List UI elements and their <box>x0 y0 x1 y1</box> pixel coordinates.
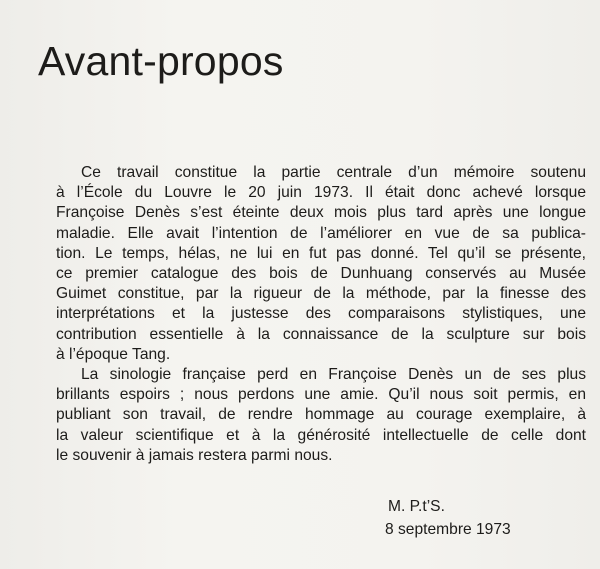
text-line: interprétations et la justesse des comparaisons stylistiques, une <box>56 305 586 323</box>
text-line: le souvenir à jamais restera parmi nous. <box>56 446 333 464</box>
page-title: Avant-propos <box>38 38 284 84</box>
foreword-body <box>56 163 586 466</box>
text-line: brillants espoirs ; nous perdons une amie. Qu’il nous soit permis, en <box>56 386 586 404</box>
text-line: contribution essentielle à la connaissance de la sculpture sur bois <box>56 325 586 343</box>
text-line: à l’époque Tang. <box>56 345 171 363</box>
text-line: Françoise Denès s’est éteinte deux mois plus tard après une longue <box>56 204 586 222</box>
text-line: la valeur scientifique et à la générosité intellectuelle de celle dont <box>56 426 586 444</box>
text-line: Ce travail constitue la partie centrale d’un mémoire soutenu <box>81 164 586 181</box>
signature-name: M. P.t’S. <box>388 498 445 515</box>
text-line: Guimet constitue, par la rigueur de la méthode, par la finesse des <box>56 285 586 303</box>
text-line: tion. Le temps, hélas, ne lui en fut pas donné. Tel qu’il se présente, <box>56 244 586 262</box>
paragraph-2 <box>56 365 586 466</box>
paragraph-1 <box>56 163 586 365</box>
signature-date: 8 septembre 1973 <box>385 521 511 538</box>
text-line: à l’École du Louvre le 20 juin 1973. Il était donc achevé lorsque <box>56 184 586 202</box>
text-line: La sinologie française perd en Françoise Denès un de ses plus <box>81 366 586 384</box>
text-line: maladie. Elle avait l’intention de l’améliorer en vue de sa publica- <box>56 224 586 242</box>
text-line: publiant son travail, de rendre hommage au courage exemplaire, à <box>56 406 586 424</box>
text-line: ce premier catalogue des bois de Dunhuang conservés au Musée <box>56 265 586 283</box>
